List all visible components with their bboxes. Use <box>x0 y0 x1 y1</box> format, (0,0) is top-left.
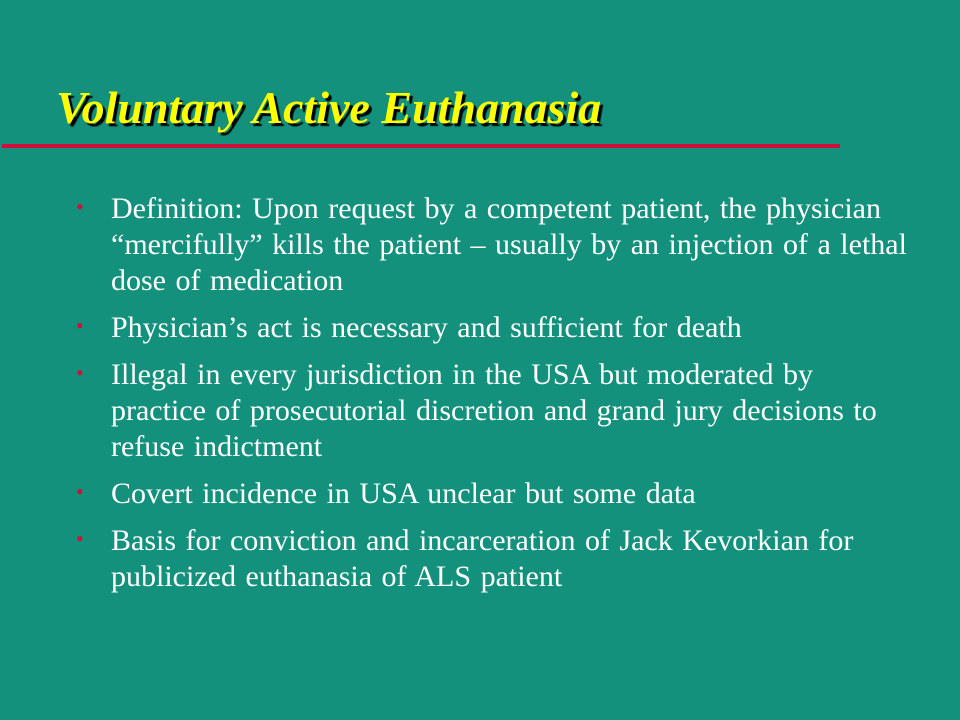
bullet-dot-icon: • <box>76 194 84 219</box>
bullet-dot-icon: • <box>76 360 84 385</box>
bullet-dot-icon: • <box>76 479 84 504</box>
bullet-text: Physician’s act is necessary and sufficient for death <box>111 311 742 344</box>
title-underline-rule <box>2 144 840 148</box>
bullet-text: Basis for conviction and incarceration of Jack Kevorkian for publicized euthanasia of ALS patient <box>111 524 854 593</box>
slide-title: Voluntary Active Euthanasia <box>56 82 602 133</box>
bullet-item-physician-act <box>76 310 916 346</box>
bullet-list <box>76 191 916 606</box>
bullet-item-kevorkian <box>76 523 916 595</box>
bullet-text: Illegal in every jurisdiction in the USA but moderated by practice of prosecutorial discretion and grand jury decisions to refuse indictment <box>111 358 877 463</box>
bullet-dot-icon: • <box>76 313 84 338</box>
bullet-text: Definition: Upon request by a competent patient, the physician “mercifully” kills the patient – usually by an injection of a lethal dose of medication <box>111 192 907 297</box>
bullet-item-legality <box>76 357 916 465</box>
bullet-item-covert-incidence <box>76 476 916 512</box>
bullet-dot-icon: • <box>76 526 84 551</box>
bullet-text: Covert incidence in USA unclear but some data <box>111 477 696 510</box>
bullet-item-definition <box>76 191 916 299</box>
